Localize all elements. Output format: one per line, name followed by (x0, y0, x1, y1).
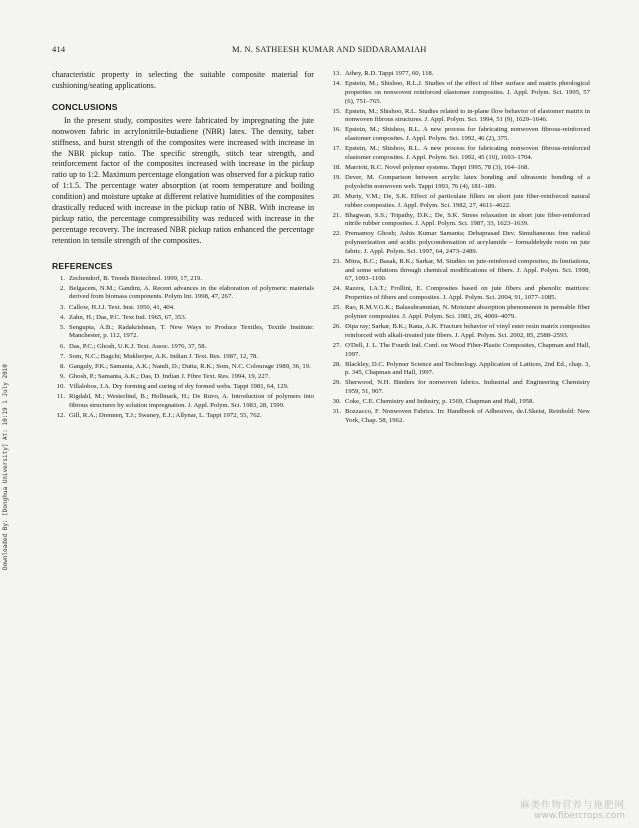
watermark-chinese: 麻类作物营养与施肥网 (519, 800, 625, 811)
reference-text: Ghosh, P.; Samanta, A.K.; Das, D. Indian J. Fibre Text. Res. 1994, 19, 227. (69, 372, 270, 380)
watermark-url: www.fibercrops.com (534, 811, 625, 821)
reference-item (52, 373, 314, 382)
reference-number: 27. (332, 341, 341, 349)
reference-text: Gill, R.A.; Drennen, T.J.; Swaney, E.J.; Allynar, L. Tappi 1972, 55, 762. (69, 411, 262, 419)
reference-text: Athey, R.D. Tappi 1977, 60, 118. (345, 70, 434, 77)
reference-item (52, 393, 314, 410)
reference-item (328, 230, 590, 256)
reference-text: Ganguly, P.K.; Samanta, A.K.; Nandi, D.; Dutta, R.K.; Som, N.C. Colourage 1989, 36, 19. (69, 362, 311, 370)
reference-text: Bhagwan, S.S.; Tripathy, D.K.; De, S.K. Stress relaxation in short jute fiber-reinforced nitrile rubber composites. J. Appl. Polym. Sci. 1987, 33, 1623–1639. (345, 211, 590, 228)
right-column (328, 70, 590, 427)
reference-item (52, 285, 314, 302)
reference-text: Epstein, M.; Shishoo, R.L. A new process for fabricating nonwoven fibrous-reinforced elastomer composites. J. Appl. Polym. Sci. 1992, 45 (10), 1693–1704. (345, 145, 590, 161)
reference-number: 6. (59, 342, 65, 350)
reference-text: Premamoy Ghosh; Ashis Kumar Samanta; Debaprasad Dev. Simultaneous free radical polymerization and acidic polycondensation of acrylamide – formaldehyde resin on jute fabric. J. Appl. Polym. Sci. 1997, 64, 2473–2489. (345, 230, 590, 255)
reference-item (328, 304, 590, 321)
reference-text: Mitra, B.C.; Basak, R.K.; Sarkar, M. Studies on jute-reinforced composites, its limitations, and some solutions through chemical modifications of fibers. J. Appl. Polym. Sci. 1998, 67, 1093–1100. (345, 257, 590, 283)
reference-number: 18. (332, 163, 341, 171)
reference-number: 20. (332, 192, 341, 200)
page-number: 414 (52, 44, 66, 54)
reference-item (52, 412, 314, 421)
reference-number: 16. (332, 126, 341, 134)
reference-text: Murty, V.M.; De, S.K. Effect of particulate fillers on short jute fiber-reinforced natural rubber composites. J. Appl. Polym. Sci. 1982, 27, 4611–4622. (345, 192, 590, 209)
reference-number: 7. (59, 352, 65, 360)
reference-text: Dever, M. Comparison between acrylic latex bonding and ultrasonic bonding of a polyolefin nonwoven web. Tappi 1993, 76 (4), 181–189. (345, 174, 590, 190)
reference-number: 12. (56, 411, 65, 419)
reference-number: 28. (332, 360, 341, 368)
intro-paragraph: characteristic property in selecting the suitable composite material for cushioning/seating applications. (52, 70, 314, 90)
reference-number: 9. (59, 372, 65, 380)
reference-item (328, 80, 590, 106)
reference-number: 5. (59, 323, 65, 331)
reference-number: 23. (332, 257, 341, 265)
reference-number: 24. (332, 285, 341, 293)
running-title: M. N. SATHEESH KUMAR AND SIDDARAMAIAH (232, 44, 427, 54)
reference-list-right (328, 70, 590, 426)
reference-item (328, 323, 590, 340)
reference-text: Sengupta, A.B.; Radakrishnan, T. New Ways to Produce Textiles, Textile Institute: Manchester, p. 112, 1972. (69, 323, 314, 340)
reference-text: Das, P.C.; Ghosh, U.K.J. Text. Assoc. 1976, 37, 58. (69, 342, 207, 350)
reference-number: 13. (332, 70, 341, 77)
reference-number: 29. (332, 379, 341, 387)
reference-item (52, 314, 314, 323)
reference-text: Blackley, D.C. Polymer Science and Technology. Application of Lattices, 2nd Ed., chap. 3, p. 345, Chapman and Hall, 1997. (345, 360, 590, 377)
reference-number: 17. (332, 145, 341, 153)
reference-text: Coke, C.E. Chemistry and Industry, p. 1569, Chapman and Hall, 1958. (345, 398, 535, 406)
reference-item (328, 379, 590, 396)
reference-text: Callow, H.J.J. Text. Inst. 1950, 41, 404. (69, 303, 175, 311)
reference-text: O'Dell, J. L. The Fourth Intl. Conf. on Wood Fiber-Plastic Composites, Chapman and Hall, 1997. (345, 341, 590, 358)
reference-number: 31. (332, 408, 341, 416)
reference-item (52, 324, 314, 341)
left-column (52, 70, 314, 422)
reference-item (52, 304, 314, 313)
reference-number: 8. (59, 362, 65, 370)
reference-item (328, 398, 590, 407)
reference-item (328, 164, 590, 173)
reference-text: Villalobos, J.A. Dry forming and curing of dry formed webs. Tappi 1981, 64, 129. (69, 382, 289, 390)
reference-text: Epstein, M.; Shishoo, R.L. A new process for fabricating nonwoven fibrous-reinforced elastomer composites. J. Appl. Polym. Sci. 1992, 46 (2), 375. (345, 126, 590, 143)
reference-text: Rao, R.M.V.G.K.; Balasubramnian, N. Moisture absorption phenomenon in permable fiber polymer composites. J. Appl. Polym. Sci. 1981, 26, 4069–4079. (345, 304, 590, 320)
reference-item (52, 275, 314, 284)
reference-text: Rigdahl, M.; Westerlind, B.; Hollmark, H.; De Ruvo, A. Introduction of polymers into fibrous structures by solution impregnation. J. Appl. Polym. Sci. 1983, 28, 1599. (69, 393, 314, 409)
conclusions-heading: CONCLUSIONS (52, 101, 118, 112)
reference-number: 15. (332, 107, 341, 115)
reference-item (328, 145, 590, 162)
reference-number: 10. (56, 382, 65, 390)
reference-item (52, 363, 314, 372)
reference-list-left (52, 275, 314, 421)
reference-text: Belgacem, N.M.; Gandini, A. Recent advances in the elaboration of polymeric materials derived from biomass components. Polym Int. 1998, 47, 267. (69, 284, 314, 301)
reference-number: 11. (56, 393, 65, 401)
reference-item (328, 126, 590, 143)
reference-number: 19. (332, 174, 341, 182)
reference-text: Sherwood, N.H. Binders for nonwoven fabrics. Industrial and Engineering Chemistry 1959, 51, 907. (345, 379, 590, 396)
reference-item (52, 353, 314, 362)
reference-number: 3. (59, 303, 65, 311)
reference-number: 1. (59, 274, 65, 282)
reference-text: Razera, I.A.T.; Frollini, E. Composites based on jute fibers and phenolic matrices: Properties of fibers and composites. J. Appl. Polym. Sci. 2004, 91, 1077–1085. (345, 285, 590, 302)
reference-item (328, 174, 590, 191)
reference-item (328, 258, 590, 284)
reference-item (328, 70, 590, 79)
references-heading: REFERENCES (52, 260, 113, 271)
reference-item (328, 285, 590, 302)
reference-item (328, 342, 590, 359)
reference-number: 4. (59, 313, 65, 321)
reference-text: Dipa ray; Sarkar, B.K.; Rana, A.K. Fracture behavior of vinyl ester resin matrix composites reinforced with alkali-treated jute fibers. J. Appl. Polym. Sci. 2002, 85, 2588–2593. (345, 323, 590, 339)
site-watermark (520, 800, 625, 822)
reference-text: Som, N.C.; Bagchi; Mukherjee, A.K. Indian J. Text. Res. 1987, 12, 78. (69, 352, 259, 360)
reference-number: 25. (332, 304, 341, 312)
reference-item (328, 193, 590, 210)
reference-number: 2. (59, 284, 65, 292)
reference-number: 22. (332, 230, 341, 238)
reference-item (328, 108, 590, 125)
reference-text: Epstein, M.; Shishoo, R.L.J. Studies of the effect of fiber surface and matrix pheological properties on nonwoven reinforced elastomer composites. J. Appl. Polym. Sci. 1995, 57 (6), 751–765. (345, 80, 590, 105)
reference-item (328, 361, 590, 378)
conclusions-paragraph: In the present study, composites were fabricated by impregnating the jute nonwoven fabric in acrylonitrile-butadiene (NBR) latex. The density, taber stiffness, and burst strength of the composites were increased with increase in the NBR pickup ratio. The specific strength, stitch tear strength, and reinforcement factor of the composites increased with increase in the pickup ratio up to 1:2. Maximum percentage elongation was observed for a pickup ratio of 1:1.5. The percentage water absorption (at room temperature and boiling condition) and moisture uptake at different relative humidities of the composites drastically reduced with increase in the pickup ratio of NBR. With increase in pickup ratio, the percentage compressibility was reduced with increase in the percentage recovery. The increased NBR pickup ratios enhanced the percentage retention in tensile strength of the composites. (52, 115, 314, 245)
reference-text: Bozzacco, F. Nonwoven Fabrics. In: Handbook of Adhesives, de.I.Skeist, Reinhold: New York, Chap. 58, 1962. (345, 408, 590, 425)
reference-text: Zahn, H.; Das, P.C. Text Ind. 1965, 67, 353. (69, 313, 187, 321)
reference-text: Marriott, R.C. Novel polymer systems. Tappi 1995, 78 (3), 164–168. (345, 163, 530, 171)
reference-number: 21. (332, 211, 341, 219)
reference-item (52, 383, 314, 392)
reference-item (328, 408, 590, 425)
reference-text: Epstein, M.; Shishoo, R.L. Studies related to in-plane flow behavior of elastomer matrix in nonwoven fibrous structures. J. Appl. Polym. Sci. 1994, 51 (9), 1629–1646. (345, 107, 590, 124)
reference-number: 14. (332, 80, 341, 88)
reference-number: 26. (332, 323, 341, 331)
reference-item (328, 212, 590, 229)
download-side-note: Downloaded By: [Donghua University] At: 10:19 1 July 2010 (2, 364, 9, 570)
reference-item (52, 343, 314, 352)
reference-number: 30. (332, 398, 341, 406)
reference-text: Zechendorf, B. Trends Biotechnol. 1999, 17, 219. (69, 274, 202, 282)
